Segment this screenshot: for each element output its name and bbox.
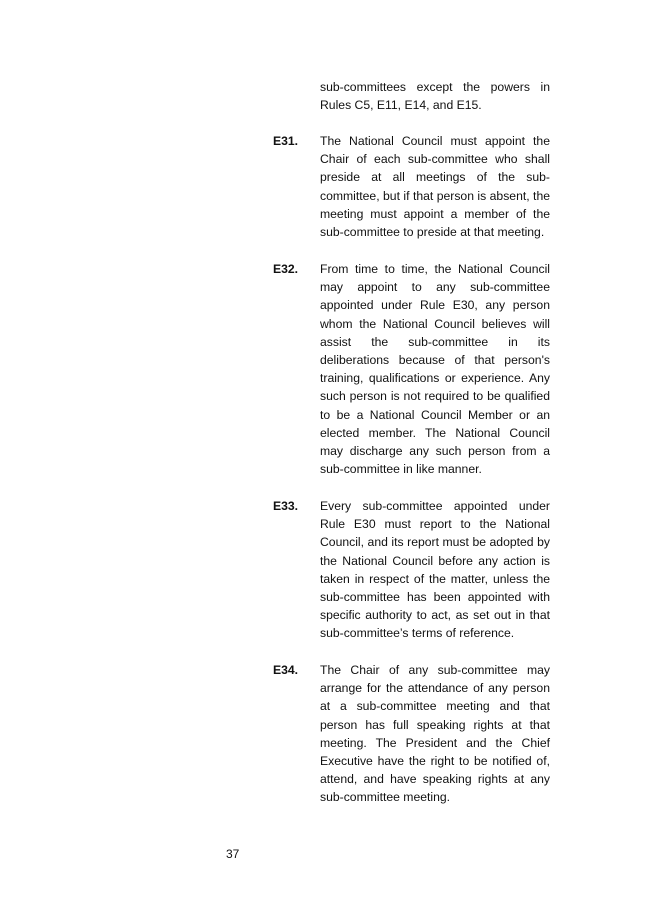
rule-id: E34. bbox=[273, 663, 299, 677]
rule-text: The Chair of any sub-committee may arrange for the attendance of any person at a sub-committee meeting and that person has full speaking rights at that meeting. The President and the Chief Executive have the right to be notified of, attend, and have speaking rights at any sub-committee meeting. bbox=[320, 663, 550, 805]
rule-text: The National Council must appoint the Chair of each sub-committee who shall preside at all meetings of the sub-committee, but if that person is absent, the meeting must appoint a member of the sub-committee to preside at that meeting. bbox=[320, 134, 550, 240]
intro-paragraph: sub-committees except the powers in Rules C5, E11, E14, and E15. bbox=[320, 80, 550, 113]
rule-id: E32. bbox=[273, 262, 299, 276]
rule-id: E33. bbox=[273, 499, 299, 513]
page-number: 37 bbox=[226, 847, 240, 861]
rule-text: Every sub-committee appointed under Rule E30 must report to the National Council, and its report must be adopted by the National Council before any action is taken in respect of the matter, unless the sub-committee has been appointed with specific authority to act, as set out in that sub-committee’s terms of reference. bbox=[320, 499, 550, 641]
rule-id: E31. bbox=[273, 134, 299, 148]
rule-text: From time to time, the National Council may appoint to any sub-committee appointed under Rule E30, any person whom the National Council believes will assist the sub-committee in its deliberations because of that person's training, qualifications or experience. Any such person is not required to be qualified to be a National Council Member or an elected member. The National Council may discharge any such person from a sub-committee in like manner. bbox=[320, 262, 550, 477]
